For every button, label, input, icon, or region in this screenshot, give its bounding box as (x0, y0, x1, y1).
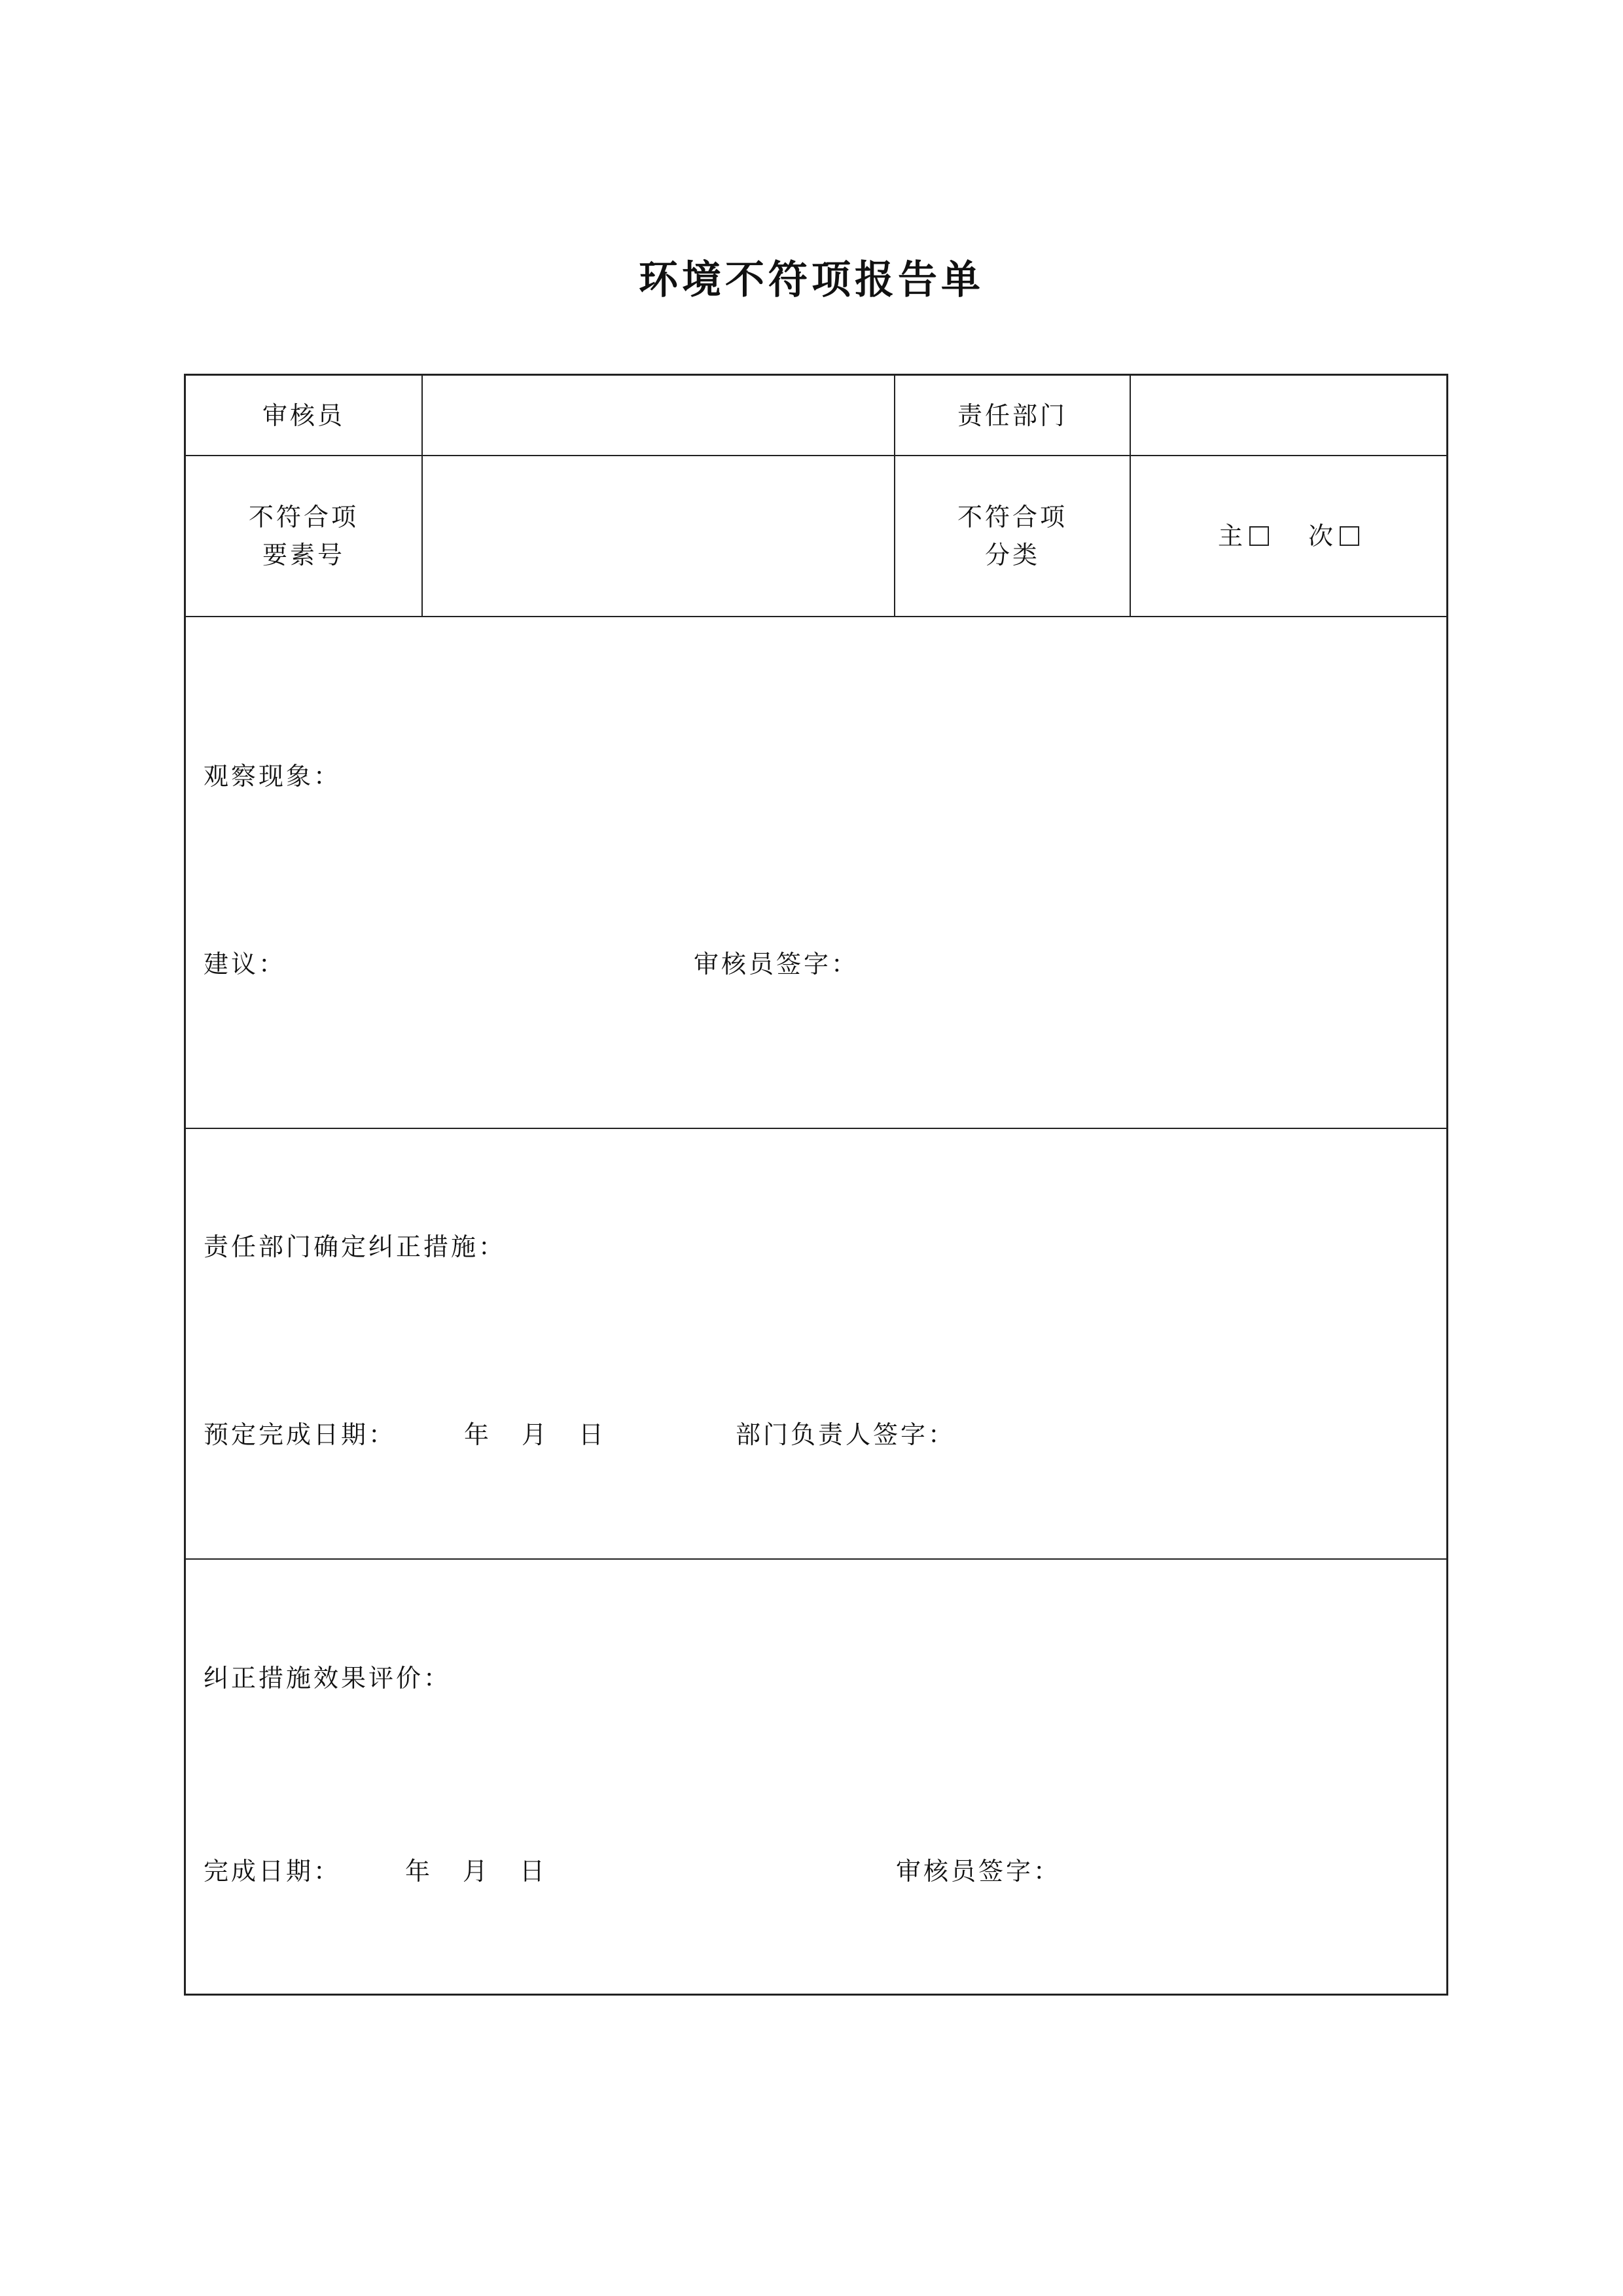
row-divider-2 (186, 616, 1446, 617)
category-options-cell (1131, 456, 1446, 616)
category-minor-option[interactable] (1308, 517, 1359, 555)
row-divider-4 (186, 1558, 1446, 1560)
auditor-field[interactable] (423, 376, 894, 455)
category-major-label: 主 (1217, 522, 1245, 550)
row-divider-3 (186, 1128, 1446, 1129)
element-label-cell (186, 456, 421, 616)
category-label-line2: 分类 (984, 541, 1040, 569)
dept-head-signature-label: 部门负责人签字： (736, 1420, 956, 1449)
dept-label-cell (895, 376, 1130, 455)
evaluation-auditor-signature-label: 审核员签字： (896, 1857, 1061, 1886)
category-minor-label: 次 (1308, 522, 1336, 550)
category-minor-checkbox[interactable] (1340, 526, 1359, 546)
evaluation-label: 纠正措施效果评价： (204, 1664, 452, 1693)
auditor-label: 审核员 (262, 401, 345, 430)
element-field[interactable] (423, 456, 894, 616)
category-label-line1: 不符合项 (957, 503, 1067, 531)
completion-date-label: 完成日期： (204, 1857, 342, 1886)
element-label-line1: 不符合项 (248, 503, 359, 531)
planned-day-label: 日 (579, 1420, 607, 1449)
category-major-checkbox[interactable] (1249, 526, 1269, 546)
corrective-measures-label: 责任部门确定纠正措施： (204, 1232, 507, 1261)
planned-year-label: 年 (464, 1420, 492, 1449)
category-major-option[interactable] (1218, 517, 1269, 555)
auditor-signature-label: 审核员签字： (694, 950, 859, 978)
dept-label: 责任部门 (957, 401, 1067, 430)
dept-field[interactable] (1131, 376, 1446, 455)
planned-month-label: 月 (522, 1420, 550, 1449)
completion-month-label: 月 (463, 1857, 491, 1886)
suggestion-label: 建议： (204, 950, 287, 978)
completion-year-label: 年 (405, 1857, 433, 1886)
completion-day-label: 日 (520, 1857, 548, 1886)
observation-label: 观察现象： (204, 762, 342, 791)
auditor-label-cell (186, 376, 421, 455)
planned-date-label: 预定完成日期： (204, 1420, 397, 1449)
category-label-cell (895, 456, 1130, 616)
form-title: 环境不符项报告单 (639, 257, 984, 303)
element-label-line2: 要素号 (262, 541, 345, 569)
nonconformance-report-form (184, 374, 1448, 1996)
